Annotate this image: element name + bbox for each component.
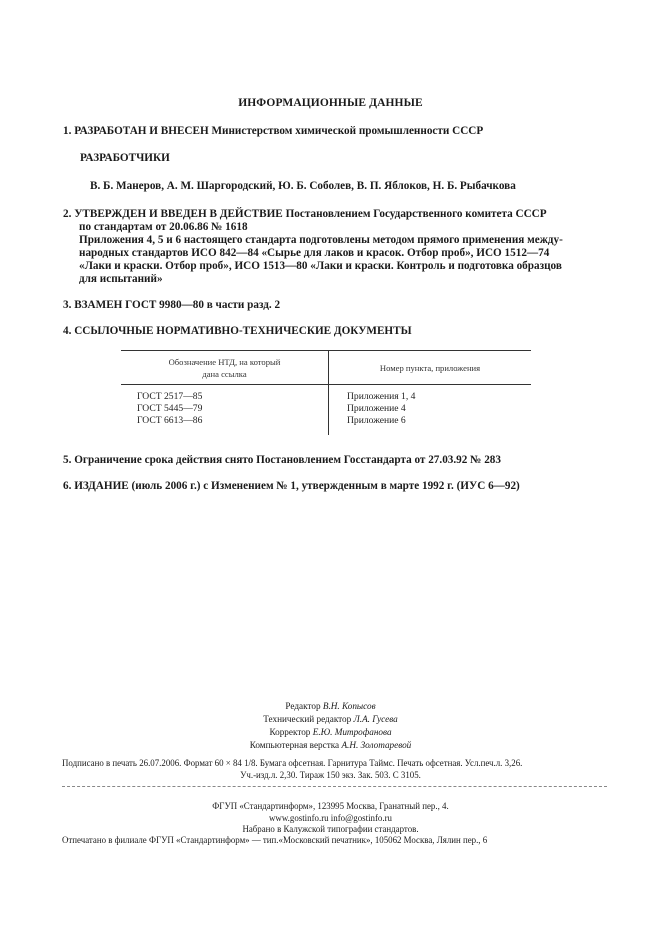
section-1-number: 1. — [63, 125, 72, 137]
section-6-text: ИЗДАНИЕ (июль 2006 г.) с Изменением № 1, утвержденным в марте 1992 г. (ИУС 6—92) — [74, 480, 520, 492]
section-4-text: ССЫЛОЧНЫЕ НОРМАТИВНО-ТЕХНИЧЕСКИЕ ДОКУМЕНТЫ — [74, 325, 412, 337]
section-5 — [63, 454, 501, 466]
section-5-number: 5. — [63, 454, 72, 466]
section-4 — [63, 325, 412, 337]
section-5-text: Ограничение срока действия снято Постановлением Госстандарта от 27.03.92 № 283 — [74, 454, 501, 466]
table-cell-ref: Приложения 1, 4 — [347, 391, 416, 402]
table-header-rule — [121, 384, 531, 385]
section-2 — [63, 208, 563, 286]
section-3 — [63, 299, 280, 311]
developers-list: В. Б. Манеров, А. М. Шаргородский, Ю. Б. Соболев, В. П. Яблоков, Н. Б. Рыбачкова — [90, 180, 516, 192]
section-2-line4: народных стандартов ИСО 842—84 «Сырье для лаков и красок. Отбор проб», ИСО 1512—74 — [79, 247, 550, 259]
section-2-line6: для испытаний» — [79, 273, 163, 285]
table-row: ГОСТ 5445—79 — [137, 403, 203, 414]
page-title: ИНФОРМАЦИОННЫЕ ДАННЫЕ — [238, 97, 423, 109]
section-4-number: 4. — [63, 325, 72, 337]
section-1 — [63, 125, 483, 137]
section-6 — [63, 480, 520, 492]
table-row: ГОСТ 2517—85 — [137, 391, 203, 402]
imprint-tech-editor: Технический редактор Л.А. Гусева — [263, 714, 398, 724]
section-2-text: Постановлением Государственного комитета СССР — [285, 208, 547, 220]
section-3-number: 3. — [63, 299, 72, 311]
section-1-lead: РАЗРАБОТАН И ВНЕСЕН — [74, 125, 209, 137]
table-header-doc: Обозначение НТД, на который дана ссылка — [168, 357, 281, 379]
table-cell-ref: Приложение 4 — [347, 403, 406, 414]
section-2-line2: по стандартам от 20.06.86 № 1618 — [79, 221, 248, 233]
imprint-corrector: Корректор Е.Ю. Митрофанова — [269, 727, 392, 737]
imprint-editor: Редактор В.Н. Копысов — [285, 701, 376, 711]
publisher-line4: Отпечатано в филиале ФГУП «Стандартинформ» — тип.«Московский печатник», 105062 Москва, Лялин пер., 6 — [62, 835, 488, 845]
separator-rule — [62, 786, 607, 787]
publisher-line2: www.gostinfo.ru info@gostinfo.ru — [269, 813, 392, 823]
section-6-number: 6. — [63, 480, 72, 492]
publisher-line3: Набрано в Калужской типографии стандартов. — [242, 824, 419, 834]
section-1-text: Министерством химической промышленности СССР — [211, 125, 484, 137]
section-2-line5: «Лаки и краски. Отбор проб», ИСО 1513—80 «Лаки и краски. Контроль и подготовка образцов — [79, 260, 562, 272]
section-2-lead: УТВЕРЖДЕН И ВВЕДЕН В ДЕЙСТВИЕ — [74, 208, 283, 220]
developers-label: РАЗРАБОТЧИКИ — [80, 152, 170, 164]
table-row: ГОСТ 6613—86 — [137, 415, 203, 426]
section-2-number: 2. — [63, 208, 72, 220]
imprint-layout: Компьютерная верстка А.Н. Золотаревой — [249, 740, 412, 750]
table-top-rule — [121, 350, 531, 351]
section-2-line3: Приложения 4, 5 и 6 настоящего стандарта подготовлены методом прямого применения между- — [79, 234, 563, 246]
table-header-ref: Номер пункта, приложения — [379, 363, 481, 373]
section-3-text: ВЗАМЕН ГОСТ 9980—80 в части разд. 2 — [74, 299, 281, 311]
print-details-line1: Подписано в печать 26.07.2006. Формат 60 × 84 1/8. Бумага офсетная. Гарнитура Таймс. Печать офсетная. Усл.печ.л. 3,26. — [62, 758, 523, 768]
print-details-line2: Уч.-изд.л. 2,30. Тираж 150 экз. Зак. 503. С 3105. — [240, 770, 421, 780]
publisher-line1: ФГУП «Стандартинформ», 123995 Москва, Гранатный пер., 4. — [212, 801, 449, 811]
table-cell-ref: Приложение 6 — [347, 415, 406, 426]
